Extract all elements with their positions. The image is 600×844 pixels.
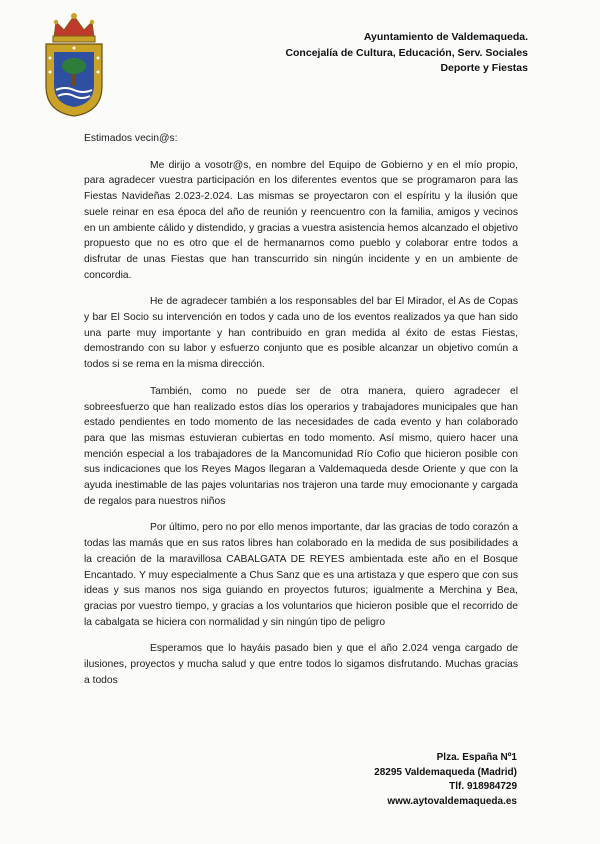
website-link[interactable]: www.aytovaldemaqueda.es: [387, 795, 517, 807]
phone: Tlf. 918984729: [449, 781, 517, 792]
coat-of-arms-icon: [40, 8, 108, 118]
department-name: Concejalía de Cultura, Educación, Serv. Sociales: [285, 46, 528, 59]
address: Plza. España Nº1: [436, 752, 517, 763]
greeting: Estimados vecin@s:: [84, 133, 178, 144]
paragraph: Por último, pero no por ello menos importante, dar las gracias de todo corazón a todas las mamás que en sus ratos libres han colaborado en la medida de sus posibilidades a la creación de la maravillosa CABALGATA DE REYES ambientada este año en el Bosque Encantado. Y muy especialmente a Chus Sanz que es una artistaza y que espero que con sus ideas y sus manos nos siga guiando en proyectos futuros; igualmente a Merchina y Bea, gracias por vuestro tiempo, y gracias a los voluntarios que hicieron posible que el recorrido de la cabalgata se hiciera con normalidad y sin ningún tipo de peligro: [84, 522, 518, 628]
city: 28295 Valdemaqueda (Madrid): [374, 766, 517, 778]
contact-footer: [374, 751, 517, 809]
paragraph: También, como no puede ser de otra manera, quiero agradecer el sobreesfuerzo que han realizado estos días los operarios y trabajadores municipales que han estado pendientes en todo momento de las necesidades de cada evento y han colaborado para que las mismas estuvieran cubiertas en todo momento. Así mismo, quiero hacer una mención especial a los trabajadores de la Mancomunidad Río Cofio que hicieron posible con sus indicaciones que los Reyes Magos llegaran a Valdemaqueda desde Oriente y que con la ayuda inestimable de las pajes voluntarias nos trajeron una tarde muy emocionante y cargada de regalos para nuestros niños: [84, 385, 518, 507]
institution-name: Ayuntamiento de Valdemaqueda.: [363, 31, 528, 43]
paragraph: Me dirijo a vosotr@s, en nombre del Equipo de Gobierno y en el mío propio, para agradecer vuestra participación en los diferentes eventos que se programaron para las Fiestas Navideñas 2.023-2.024. Las mismas se proyectaron con el espíritu y la ilusión que suele reinar en esa época del año de reunión y reencuentro con la familia, amigos y vecinos en un ambiente cálido y distendido, y gracias a vuestra asistencia hemos alcanzado el objetivo propuesto que no es otro que el de hermanarnos como pueblo y colaborar entre todos a disfrutar de unas Fiestas que han transcurrido sin ningún incidente y en un ambiente de concordia.: [84, 159, 518, 281]
department-subtitle: Deporte y Fiestas: [440, 62, 528, 74]
letterhead: [285, 30, 528, 77]
paragraph: Esperamos que lo hayáis pasado bien y que el año 2.024 venga cargado de ilusiones, proyectos y mucha salud y que entre todos lo sigamos disfrutando. Muchas gracias a todos: [84, 643, 518, 686]
paragraph: He de agradecer también a los responsables del bar El Mirador, el As de Copas y bar El Socio su intervención en todos y cada uno de los eventos realizados ya que han sido una parte muy importante y han contribuido en gran medida al éxito de estas Fiestas, demostrando con su labor y esfuerzo conjunto que es posible alcanzar un objetivo común a todos si se rema en la misma dirección.: [84, 296, 518, 371]
letter-body: [84, 131, 518, 700]
